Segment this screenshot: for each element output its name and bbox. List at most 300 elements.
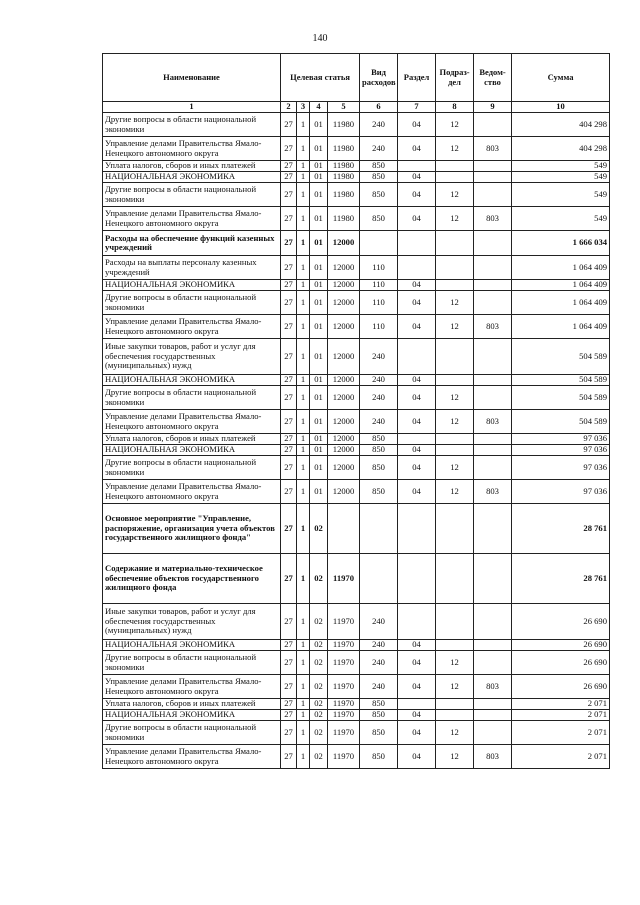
cell-program: 27	[281, 161, 297, 172]
cell-subsection: 12	[436, 721, 474, 745]
cell-name: Расходы на выплаты персоналу казенных учреждений	[103, 256, 281, 280]
cell-program: 27	[281, 554, 297, 604]
cell-department	[474, 504, 512, 554]
cell-subprogram: 1	[297, 710, 310, 721]
cell-event: 01	[310, 161, 328, 172]
cell-direction: 11980	[328, 207, 360, 231]
cell-sum: 28 761	[512, 554, 610, 604]
cell-department	[474, 710, 512, 721]
cell-sum: 549	[512, 172, 610, 183]
column-number: 2	[281, 102, 297, 113]
cell-name: Другие вопросы в области национальной экономики	[103, 183, 281, 207]
cell-direction: 12000	[328, 339, 360, 375]
cell-program: 27	[281, 604, 297, 640]
cell-subprogram: 1	[297, 675, 310, 699]
cell-name: НАЦИОНАЛЬНАЯ ЭКОНОМИКА	[103, 280, 281, 291]
cell-program: 27	[281, 207, 297, 231]
cell-subprogram: 1	[297, 161, 310, 172]
cell-direction: 11970	[328, 651, 360, 675]
table-row	[103, 721, 610, 745]
cell-direction: 11980	[328, 161, 360, 172]
cell-subsection	[436, 699, 474, 710]
cell-program: 27	[281, 172, 297, 183]
cell-subsection: 12	[436, 386, 474, 410]
cell-subsection	[436, 375, 474, 386]
cell-sum: 2 071	[512, 710, 610, 721]
table-row	[103, 207, 610, 231]
cell-event: 02	[310, 504, 328, 554]
page-number: 140	[312, 33, 328, 44]
cell-subsection	[436, 554, 474, 604]
cell-event: 01	[310, 315, 328, 339]
cell-subsection	[436, 434, 474, 445]
cell-expense-type: 850	[360, 172, 398, 183]
table-row	[103, 745, 610, 769]
cell-section: 04	[398, 172, 436, 183]
cell-subprogram: 1	[297, 480, 310, 504]
cell-department	[474, 721, 512, 745]
cell-event: 02	[310, 745, 328, 769]
cell-subsection: 12	[436, 456, 474, 480]
table-row	[103, 651, 610, 675]
header-section: Раздел	[398, 54, 436, 102]
cell-program: 27	[281, 456, 297, 480]
cell-section: 04	[398, 456, 436, 480]
table-row	[103, 504, 610, 554]
cell-program: 27	[281, 291, 297, 315]
cell-name: Управление делами Правительства Ямало-Ненецкого автономного округа	[103, 137, 281, 161]
table-row	[103, 410, 610, 434]
cell-section: 04	[398, 651, 436, 675]
cell-section	[398, 161, 436, 172]
cell-program: 27	[281, 339, 297, 375]
cell-subprogram: 1	[297, 699, 310, 710]
cell-expense-type: 850	[360, 745, 398, 769]
cell-department	[474, 280, 512, 291]
column-number: 8	[436, 102, 474, 113]
cell-section: 04	[398, 721, 436, 745]
cell-direction: 12000	[328, 375, 360, 386]
cell-event: 01	[310, 137, 328, 161]
cell-event: 02	[310, 554, 328, 604]
cell-subprogram: 1	[297, 410, 310, 434]
cell-direction: 12000	[328, 256, 360, 280]
table-row	[103, 554, 610, 604]
cell-subprogram: 1	[297, 137, 310, 161]
cell-direction: 12000	[328, 291, 360, 315]
cell-sum: 97 036	[512, 480, 610, 504]
cell-expense-type: 850	[360, 434, 398, 445]
cell-subprogram: 1	[297, 172, 310, 183]
cell-direction: 12000	[328, 456, 360, 480]
cell-expense-type: 240	[360, 640, 398, 651]
cell-event: 01	[310, 172, 328, 183]
cell-expense-type: 240	[360, 137, 398, 161]
cell-name: Иные закупки товаров, работ и услуг для обеспечения государственных (муниципальных) нужд	[103, 604, 281, 640]
cell-sum: 504 589	[512, 339, 610, 375]
cell-name: НАЦИОНАЛЬНАЯ ЭКОНОМИКА	[103, 172, 281, 183]
cell-department: 803	[474, 137, 512, 161]
cell-sum: 1 064 409	[512, 280, 610, 291]
cell-direction: 11970	[328, 640, 360, 651]
cell-section	[398, 339, 436, 375]
cell-direction: 11970	[328, 745, 360, 769]
column-number: 6	[360, 102, 398, 113]
cell-event: 02	[310, 699, 328, 710]
cell-sum: 97 036	[512, 456, 610, 480]
cell-event: 02	[310, 721, 328, 745]
cell-name: Расходы на обеспечение функций казенных учреждений	[103, 231, 281, 256]
cell-event: 01	[310, 256, 328, 280]
cell-department	[474, 554, 512, 604]
cell-subprogram: 1	[297, 339, 310, 375]
cell-section	[398, 604, 436, 640]
cell-program: 27	[281, 137, 297, 161]
header-sum: Сумма	[512, 54, 610, 102]
cell-expense-type: 240	[360, 651, 398, 675]
cell-department	[474, 386, 512, 410]
cell-section: 04	[398, 445, 436, 456]
table-row	[103, 445, 610, 456]
table-row	[103, 604, 610, 640]
cell-subprogram: 1	[297, 231, 310, 256]
table-row	[103, 640, 610, 651]
cell-name: Уплата налогов, сборов и иных платежей	[103, 434, 281, 445]
cell-name: Управление делами Правительства Ямало-Ненецкого автономного округа	[103, 745, 281, 769]
cell-subsection: 12	[436, 291, 474, 315]
cell-program: 27	[281, 183, 297, 207]
cell-sum: 26 690	[512, 675, 610, 699]
cell-event: 01	[310, 183, 328, 207]
cell-section: 04	[398, 480, 436, 504]
table-row	[103, 113, 610, 137]
cell-department	[474, 651, 512, 675]
cell-event: 01	[310, 410, 328, 434]
cell-name: Управление делами Правительства Ямало-Ненецкого автономного округа	[103, 410, 281, 434]
cell-direction: 11970	[328, 675, 360, 699]
table-row	[103, 386, 610, 410]
table-row	[103, 137, 610, 161]
header-name: Наименование	[103, 54, 281, 102]
cell-sum: 504 589	[512, 410, 610, 434]
cell-section	[398, 699, 436, 710]
cell-event: 01	[310, 291, 328, 315]
cell-event: 01	[310, 207, 328, 231]
cell-sum: 1 064 409	[512, 256, 610, 280]
table-row	[103, 280, 610, 291]
table-row	[103, 699, 610, 710]
cell-expense-type	[360, 504, 398, 554]
cell-section	[398, 231, 436, 256]
cell-direction: 12000	[328, 386, 360, 410]
cell-expense-type: 850	[360, 207, 398, 231]
cell-subprogram: 1	[297, 640, 310, 651]
cell-program: 27	[281, 480, 297, 504]
cell-subsection: 12	[436, 315, 474, 339]
cell-subsection: 12	[436, 651, 474, 675]
cell-name: Управление делами Правительства Ямало-Ненецкого автономного округа	[103, 315, 281, 339]
cell-expense-type: 850	[360, 721, 398, 745]
header-expense-type: Вид расходов	[360, 54, 398, 102]
cell-name: Иные закупки товаров, работ и услуг для обеспечения государственных (муниципальных) нужд	[103, 339, 281, 375]
cell-sum: 549	[512, 183, 610, 207]
cell-sum: 404 298	[512, 113, 610, 137]
cell-subsection: 12	[436, 183, 474, 207]
cell-name: Другие вопросы в области национальной экономики	[103, 651, 281, 675]
cell-subsection	[436, 339, 474, 375]
cell-expense-type: 110	[360, 256, 398, 280]
cell-subsection: 12	[436, 745, 474, 769]
cell-expense-type: 850	[360, 183, 398, 207]
cell-name: НАЦИОНАЛЬНАЯ ЭКОНОМИКА	[103, 375, 281, 386]
cell-department	[474, 231, 512, 256]
cell-event: 01	[310, 375, 328, 386]
cell-program: 27	[281, 315, 297, 339]
cell-direction: 11980	[328, 137, 360, 161]
cell-event: 02	[310, 651, 328, 675]
cell-subprogram: 1	[297, 386, 310, 410]
cell-subprogram: 1	[297, 183, 310, 207]
cell-name: Другие вопросы в области национальной экономики	[103, 291, 281, 315]
column-number: 1	[103, 102, 281, 113]
cell-sum: 2 071	[512, 699, 610, 710]
cell-subsection: 12	[436, 113, 474, 137]
cell-expense-type: 110	[360, 315, 398, 339]
cell-sum: 26 690	[512, 651, 610, 675]
cell-direction: 11970	[328, 554, 360, 604]
cell-name: Другие вопросы в области национальной экономики	[103, 113, 281, 137]
column-number: 9	[474, 102, 512, 113]
cell-section: 04	[398, 280, 436, 291]
cell-expense-type: 240	[360, 604, 398, 640]
cell-department	[474, 445, 512, 456]
cell-department	[474, 256, 512, 280]
table-row	[103, 183, 610, 207]
cell-program: 27	[281, 386, 297, 410]
cell-section: 04	[398, 410, 436, 434]
cell-sum: 2 071	[512, 721, 610, 745]
cell-subsection	[436, 504, 474, 554]
cell-direction: 12000	[328, 410, 360, 434]
cell-subprogram: 1	[297, 445, 310, 456]
table-row	[103, 675, 610, 699]
cell-program: 27	[281, 504, 297, 554]
table-row	[103, 161, 610, 172]
column-number-row	[103, 102, 610, 113]
cell-direction: 11980	[328, 113, 360, 137]
column-number: 7	[398, 102, 436, 113]
cell-subsection	[436, 161, 474, 172]
cell-department	[474, 456, 512, 480]
cell-name: НАЦИОНАЛЬНАЯ ЭКОНОМИКА	[103, 640, 281, 651]
cell-department: 803	[474, 315, 512, 339]
cell-subprogram: 1	[297, 456, 310, 480]
cell-department: 803	[474, 480, 512, 504]
budget-table	[102, 53, 610, 769]
cell-program: 27	[281, 231, 297, 256]
cell-sum: 97 036	[512, 434, 610, 445]
cell-subprogram: 1	[297, 375, 310, 386]
cell-direction: 12000	[328, 280, 360, 291]
cell-department	[474, 434, 512, 445]
table-row	[103, 434, 610, 445]
table-row	[103, 256, 610, 280]
cell-sum: 504 589	[512, 375, 610, 386]
cell-name: НАЦИОНАЛЬНАЯ ЭКОНОМИКА	[103, 710, 281, 721]
cell-sum: 549	[512, 161, 610, 172]
cell-event: 01	[310, 456, 328, 480]
cell-sum: 1 666 034	[512, 231, 610, 256]
table-row	[103, 172, 610, 183]
cell-program: 27	[281, 745, 297, 769]
cell-program: 27	[281, 256, 297, 280]
cell-expense-type: 110	[360, 280, 398, 291]
cell-event: 01	[310, 445, 328, 456]
cell-department	[474, 291, 512, 315]
cell-program: 27	[281, 651, 297, 675]
cell-subsection	[436, 256, 474, 280]
cell-subsection: 12	[436, 137, 474, 161]
cell-subprogram: 1	[297, 504, 310, 554]
cell-name: Управление делами Правительства Ямало-Ненецкого автономного округа	[103, 207, 281, 231]
cell-subsection	[436, 172, 474, 183]
cell-direction	[328, 504, 360, 554]
table-row	[103, 231, 610, 256]
cell-department: 803	[474, 410, 512, 434]
table-row	[103, 291, 610, 315]
cell-sum: 1 064 409	[512, 315, 610, 339]
cell-section: 04	[398, 137, 436, 161]
cell-subprogram: 1	[297, 745, 310, 769]
table-row	[103, 375, 610, 386]
cell-expense-type: 240	[360, 375, 398, 386]
cell-subprogram: 1	[297, 113, 310, 137]
cell-subprogram: 1	[297, 604, 310, 640]
cell-name: Другие вопросы в области национальной экономики	[103, 721, 281, 745]
cell-direction: 11970	[328, 604, 360, 640]
cell-department	[474, 183, 512, 207]
cell-subprogram: 1	[297, 291, 310, 315]
cell-subsection	[436, 604, 474, 640]
cell-expense-type: 110	[360, 291, 398, 315]
cell-subprogram: 1	[297, 651, 310, 675]
cell-department	[474, 640, 512, 651]
header-department: Ведом-ство	[474, 54, 512, 102]
cell-subprogram: 1	[297, 434, 310, 445]
cell-subsection	[436, 445, 474, 456]
cell-section: 04	[398, 291, 436, 315]
cell-expense-type: 850	[360, 480, 398, 504]
table-row	[103, 710, 610, 721]
cell-direction: 12000	[328, 480, 360, 504]
cell-subsection	[436, 640, 474, 651]
cell-direction: 12000	[328, 434, 360, 445]
cell-name: Содержание и материально-техническое обеспечение объектов государственного жилищного фонда	[103, 554, 281, 604]
header-subsection: Подраз-дел	[436, 54, 474, 102]
cell-expense-type: 850	[360, 161, 398, 172]
column-number: 5	[328, 102, 360, 113]
cell-section: 04	[398, 745, 436, 769]
cell-program: 27	[281, 280, 297, 291]
cell-name: Управление делами Правительства Ямало-Ненецкого автономного округа	[103, 480, 281, 504]
cell-program: 27	[281, 410, 297, 434]
cell-section: 04	[398, 386, 436, 410]
cell-subsection	[436, 710, 474, 721]
cell-subsection	[436, 231, 474, 256]
table-row	[103, 480, 610, 504]
table-header	[103, 54, 610, 113]
cell-program: 27	[281, 675, 297, 699]
cell-sum: 97 036	[512, 445, 610, 456]
cell-subprogram: 1	[297, 256, 310, 280]
cell-section	[398, 434, 436, 445]
table-row	[103, 339, 610, 375]
cell-name: Уплата налогов, сборов и иных платежей	[103, 161, 281, 172]
cell-direction: 12000	[328, 445, 360, 456]
cell-event: 01	[310, 480, 328, 504]
cell-department	[474, 161, 512, 172]
cell-department	[474, 375, 512, 386]
cell-direction: 12000	[328, 231, 360, 256]
cell-event: 02	[310, 604, 328, 640]
table-row	[103, 456, 610, 480]
cell-department: 803	[474, 207, 512, 231]
cell-subprogram: 1	[297, 280, 310, 291]
cell-event: 01	[310, 339, 328, 375]
cell-program: 27	[281, 710, 297, 721]
cell-sum: 549	[512, 207, 610, 231]
cell-direction: 11980	[328, 172, 360, 183]
cell-event: 01	[310, 280, 328, 291]
cell-expense-type: 240	[360, 339, 398, 375]
cell-expense-type: 240	[360, 113, 398, 137]
cell-expense-type	[360, 231, 398, 256]
cell-name: Управление делами Правительства Ямало-Ненецкого автономного округа	[103, 675, 281, 699]
cell-direction: 12000	[328, 315, 360, 339]
cell-subsection	[436, 280, 474, 291]
cell-direction: 11970	[328, 721, 360, 745]
cell-subsection: 12	[436, 207, 474, 231]
cell-subprogram: 1	[297, 554, 310, 604]
cell-sum: 504 589	[512, 386, 610, 410]
cell-sum: 26 690	[512, 640, 610, 651]
cell-event: 02	[310, 710, 328, 721]
cell-department: 803	[474, 745, 512, 769]
cell-event: 02	[310, 640, 328, 651]
cell-subsection: 12	[436, 410, 474, 434]
cell-sum: 404 298	[512, 137, 610, 161]
table-body	[103, 113, 610, 769]
cell-program: 27	[281, 375, 297, 386]
cell-section: 04	[398, 113, 436, 137]
cell-expense-type: 850	[360, 710, 398, 721]
cell-sum: 2 071	[512, 745, 610, 769]
cell-department	[474, 339, 512, 375]
column-number: 3	[297, 102, 310, 113]
cell-name: Уплата налогов, сборов и иных платежей	[103, 699, 281, 710]
cell-expense-type: 240	[360, 675, 398, 699]
cell-program: 27	[281, 445, 297, 456]
cell-event: 01	[310, 434, 328, 445]
cell-direction: 11980	[328, 183, 360, 207]
cell-section: 04	[398, 375, 436, 386]
cell-program: 27	[281, 113, 297, 137]
cell-subprogram: 1	[297, 207, 310, 231]
cell-name: Другие вопросы в области национальной экономики	[103, 456, 281, 480]
column-number: 10	[512, 102, 610, 113]
cell-program: 27	[281, 699, 297, 710]
cell-section: 04	[398, 315, 436, 339]
